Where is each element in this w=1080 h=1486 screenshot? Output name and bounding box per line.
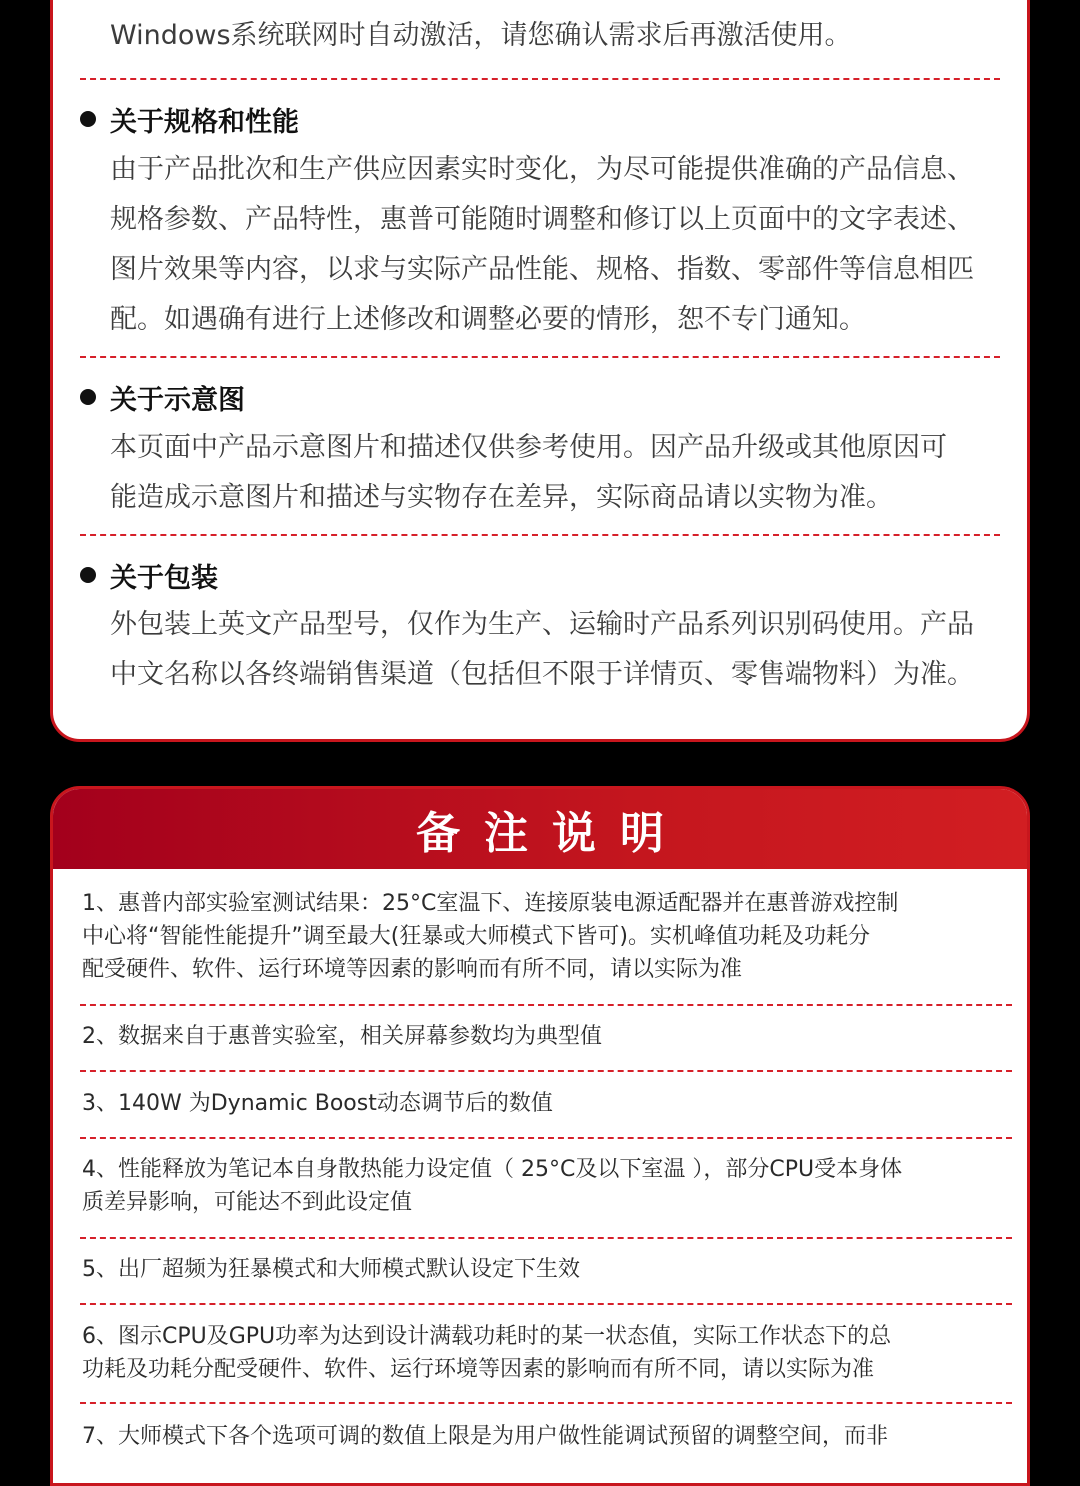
note-divider	[80, 1237, 1012, 1239]
note-divider	[80, 1137, 1012, 1139]
section-body-illustrations	[110, 423, 1000, 523]
note-divider	[80, 1070, 1012, 1072]
note-divider	[80, 1402, 1012, 1404]
note-line: 中心将“智能性能提升”调至最大(狂暴或大师模式下皆可)。实机峰值功耗及功耗分	[82, 924, 870, 949]
note-line: 2、数据来自于惠普实验室，相关屏幕参数均为典型值	[82, 1024, 602, 1049]
note-line: 配受硬件、软件、运行环境等因素的影响而有所不同，请以实际为准	[82, 957, 743, 982]
note-line: 6、图示CPU及GPU功率为达到设计满载功耗时的某一状态值，实际工作状态下的总	[82, 1324, 892, 1349]
section-divider	[80, 78, 1000, 80]
note-item	[82, 1253, 1002, 1286]
note-divider	[80, 1004, 1012, 1006]
bullet-dot-icon	[80, 111, 96, 127]
section-heading-label: 关于示意图	[110, 384, 245, 416]
section-heading-illustrations	[80, 377, 245, 417]
section-line: 由于产品批次和生产供应因素实时变化，为尽可能提供准确的产品信息、	[110, 154, 974, 185]
section-line: 外包装上英文产品型号，仅作为生产、运输时产品系列识别码使用。产品	[110, 609, 974, 640]
partial-line	[110, 0, 1010, 11]
note-line: 质差异影响，可能达不到此设定值	[82, 1190, 413, 1215]
notes-banner	[53, 789, 1027, 869]
note-item	[82, 1087, 1002, 1120]
note-line: 4、性能释放为笔记本自身散热能力设定值（ 25°C及以下室温 ），部分CPU受本身体	[82, 1157, 903, 1182]
note-divider	[80, 1303, 1012, 1305]
section-heading-label: 关于包装	[110, 562, 218, 594]
note-line: 1、惠普内部实验室测试结果：25°C室温下、连接原装电源适配器并在惠普游戏控制	[82, 891, 899, 916]
section-line: 图片效果等内容，以求与实际产品性能、规格、指数、零部件等信息相匹	[110, 254, 974, 285]
section-line: 中文名称以各终端销售渠道（包括但不限于详情页、零售端物料）为准。	[110, 659, 974, 690]
bullet-dot-icon	[80, 567, 96, 583]
note-line: 5、出厂超频为狂暴模式和大师模式默认设定下生效	[82, 1257, 580, 1282]
section-line: 本页面中产品示意图片和描述仅供参考使用。因产品升级或其他原因可	[110, 432, 947, 463]
note-item	[82, 887, 1002, 986]
section-divider	[80, 534, 1000, 536]
note-line: 3、140W 为Dynamic Boost动态调节后的数值	[82, 1091, 553, 1116]
section-divider	[80, 356, 1000, 358]
note-item	[82, 1320, 1002, 1386]
note-item	[82, 1020, 1002, 1053]
note-item	[82, 1153, 1002, 1219]
section-line: 规格参数、产品特性，惠普可能随时调整和修订以上页面中的文字表述、	[110, 204, 974, 235]
partial-line: Windows系统联网时自动激活，请您确认需求后再激活使用。	[110, 20, 852, 51]
section-line: 能造成示意图片和描述与实物存在差异，实际商品请以实物为准。	[110, 482, 893, 513]
section-body-packaging	[110, 600, 1000, 700]
notes-title: 备注说明	[416, 808, 688, 859]
disclaimer-card	[50, 0, 1030, 742]
note-line: 7、大师模式下各个选项可调的数值上限是为用户做性能调试预留的调整空间，而非	[82, 1424, 888, 1449]
section-line: 配。如遇确有进行上述修改和调整必要的情形，恕不专门通知。	[110, 304, 866, 335]
partial-paragraph	[110, 0, 1010, 61]
note-line: 功耗及功耗分配受硬件、软件、运行环境等因素的影响而有所不同，请以实际为准	[82, 1357, 875, 1382]
note-item	[82, 1420, 1002, 1453]
bullet-dot-icon	[80, 389, 96, 405]
section-body-specs	[110, 145, 1000, 345]
section-heading-label: 关于规格和性能	[110, 106, 299, 138]
section-heading-packaging	[80, 555, 218, 595]
notes-card	[50, 786, 1030, 1486]
section-heading-specs	[80, 99, 299, 139]
